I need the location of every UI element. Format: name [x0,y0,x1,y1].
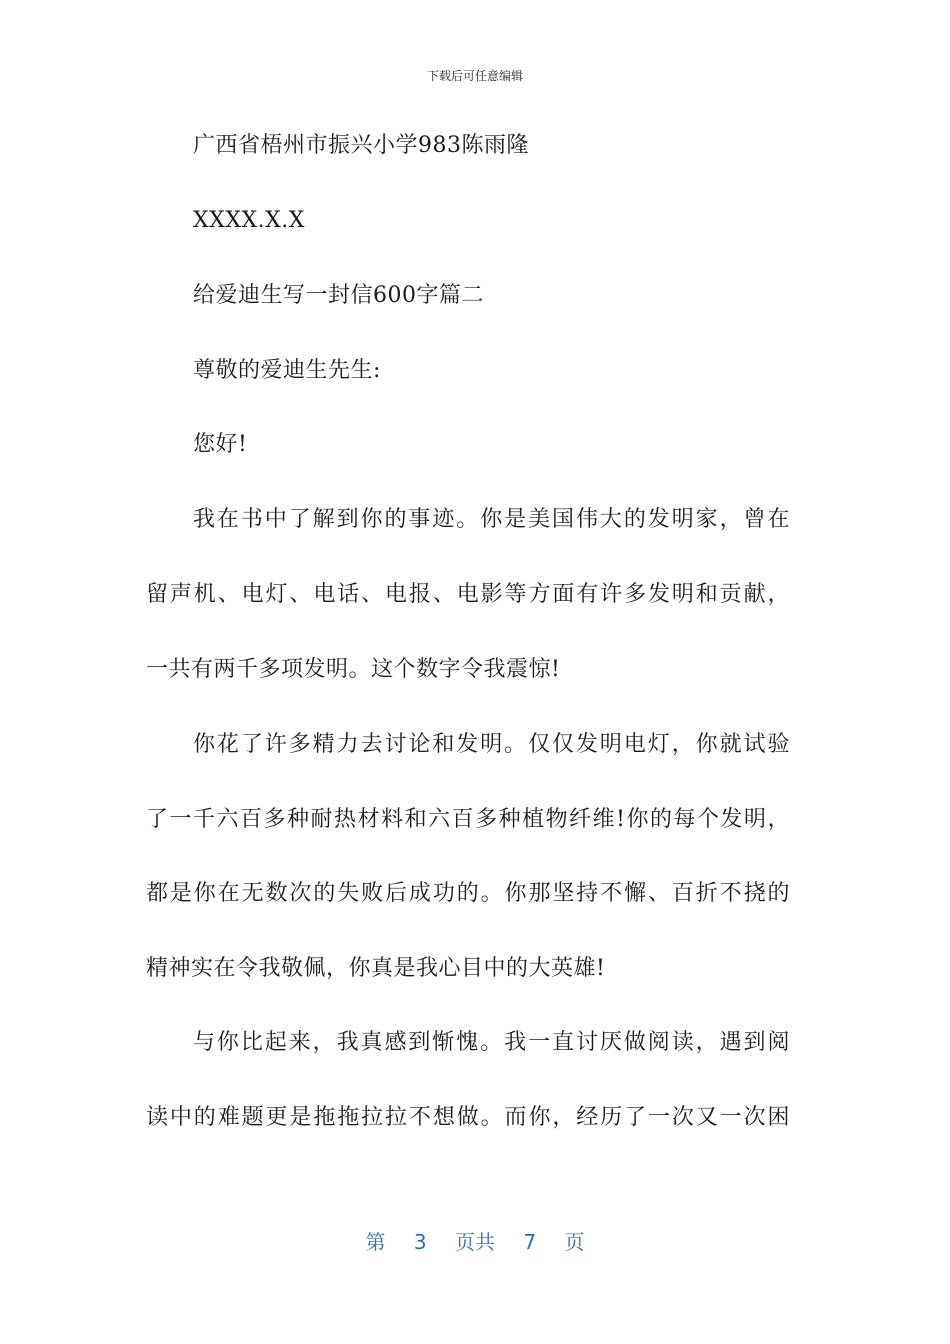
header-note: 下载后可任意编辑 [426,69,523,83]
paragraph-line: 精神实在令我敬佩，你真是我心目中的大英雄! [146,956,606,981]
footer-middle: 页共 [455,1230,495,1254]
paragraph-line: 都是你在无数次的失败后成功的。你那坚持不懈、百折不挠的 [146,881,790,906]
section-title: 给爱迪生写一封信600字篇二 [193,283,484,308]
footer-suffix: 页 [564,1230,585,1254]
author-line: 广西省梧州市振兴小学983陈雨隆 [193,133,529,158]
date-line: XXXX.X.X [193,208,305,233]
salutation: 尊敬的爱迪生先生: [193,358,381,383]
paragraph-line: 一共有两千多项发明。这个数字令我震惊! [146,657,561,682]
paragraph-line: 与你比起来，我真感到惭愧。我一直讨厌做阅读，遇到阅 [193,1030,790,1055]
paragraph-line: 了一千六百多种耐热材料和六百多种植物纤维!你的每个发明， [146,807,790,832]
footer-current-page: 3 [413,1230,427,1254]
paragraph-line: 留声机、电灯、电话、电报、电影等方面有许多发明和贡献， [146,582,790,607]
footer-prefix: 第 [365,1230,386,1254]
page-number-footer [0,1226,950,1255]
greeting: 您好! [193,432,248,457]
footer-total-pages: 7 [523,1230,537,1254]
paragraph-line: 读中的难题更是拖拖拉拉不想做。而你，经历了一次又一次困 [146,1105,790,1130]
paragraph-line: 我在书中了解到你的事迹。你是美国伟大的发明家，曾在 [193,507,790,532]
paragraph-line: 你花了许多精力去讨论和发明。仅仅发明电灯，你就试验 [193,732,790,757]
